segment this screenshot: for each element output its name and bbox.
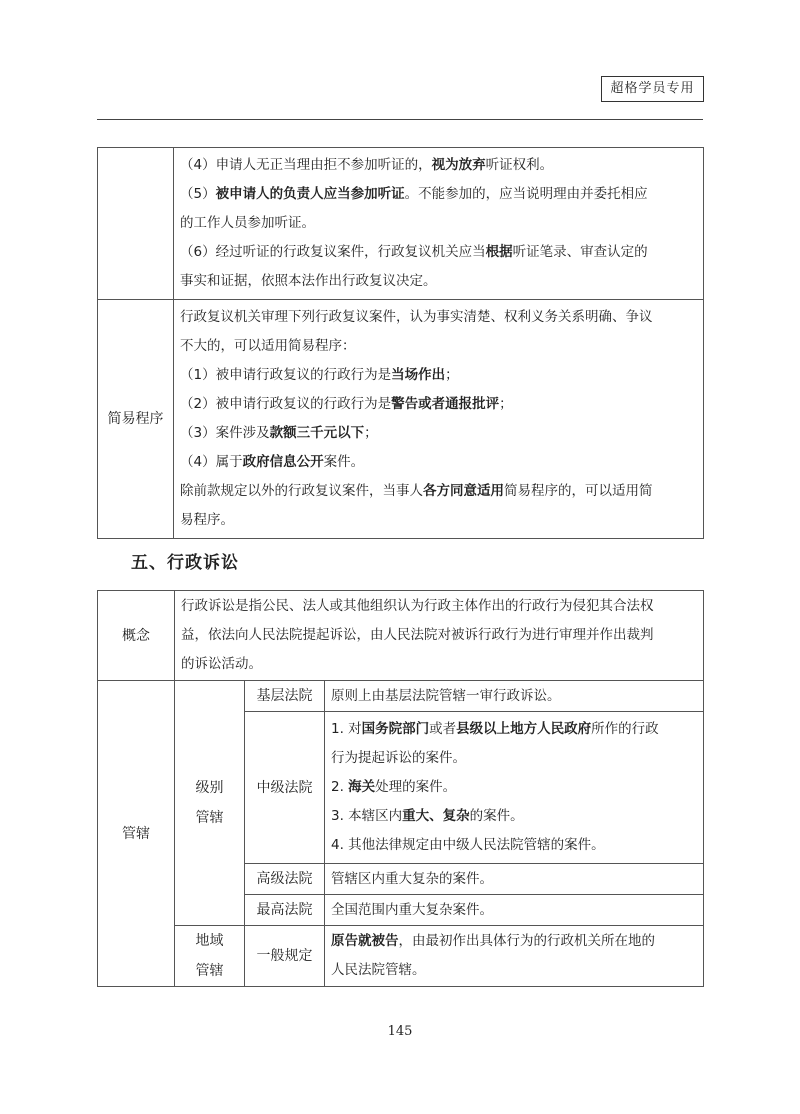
- text-line: 的工作人员参加听证。: [180, 215, 315, 231]
- text-line: 行为提起诉讼的案件。: [331, 750, 466, 766]
- rich-block: [331, 927, 697, 985]
- text-line: （5）被申请人的负责人应当参加听证。不能参加的，应当说明理由并委托相应: [180, 186, 648, 202]
- supreme-court-label: 最高法院: [245, 895, 325, 926]
- bold-emphasis: 当场作出: [391, 367, 446, 383]
- text-line: 原告就被告，由最初作出具体行为的行政机关所在地的: [331, 933, 655, 949]
- page-number: 145: [387, 1024, 413, 1039]
- text-line: 人民法院管辖。: [331, 962, 426, 978]
- section-title: 五、行政诉讼: [131, 553, 239, 573]
- text-line: 行政诉讼是指公民、法人或其他组织认为行政主体作出的行政行为侵犯其合法权: [181, 598, 654, 614]
- bold-emphasis: 重大、复杂: [402, 808, 470, 824]
- text-line: （3）案件涉及款额三千元以下；: [180, 425, 378, 441]
- bold-emphasis: 各方同意适用: [423, 483, 504, 499]
- bold-emphasis: 原告就被告: [331, 933, 399, 949]
- bold-emphasis: 视为放弃: [431, 157, 486, 173]
- territorial-label-line-2: 管辖: [195, 963, 224, 979]
- text-line: 易程序。: [180, 512, 234, 528]
- bold-emphasis: 政府信息公开: [242, 454, 324, 470]
- bold-emphasis: 国务院部门: [361, 721, 430, 737]
- intermediate-court-label: 中级法院: [245, 712, 325, 864]
- text-line: 益，依法向人民法院提起诉讼，由人民法院对被诉行政行为进行审理并作出裁判: [181, 627, 654, 643]
- basic-court-content: [325, 681, 704, 712]
- rich-block: [331, 682, 697, 711]
- text-line: （6）经过听证的行政复议案件，行政复议机关应当根据听证笔录、审查认定的: [180, 244, 648, 260]
- text-line: 1. 对国务院部门或者县级以上地方人民政府所作的行政: [331, 721, 659, 737]
- text-line: （2）被申请行政复议的行政行为是警告或者通报批评；: [180, 396, 513, 412]
- text-line: 原则上由基层法院管辖一审行政诉讼。: [331, 687, 561, 704]
- text-line: 全国范围内重大复杂案件。: [331, 901, 493, 918]
- bold-emphasis: 海关: [348, 779, 376, 795]
- text-line: 事实和证据，依照本法作出行政复议决定。: [180, 273, 437, 289]
- bold-emphasis: 被申请人的负责人应当参加听证: [215, 186, 405, 202]
- bold-emphasis: 根据: [485, 244, 513, 260]
- bold-emphasis: 县级以上地方人民政府: [456, 721, 592, 737]
- hearing-label-cell: [98, 148, 174, 300]
- intermediate-court-content: [325, 712, 704, 864]
- rich-block: [180, 151, 697, 296]
- text-line: （4）属于政府信息公开案件。: [180, 454, 365, 470]
- summary-procedure-label: 简易程序: [98, 300, 174, 539]
- rich-block: [181, 592, 697, 679]
- general-rule-content: [325, 926, 704, 987]
- text-line: 2. 海关处理的案件。: [331, 779, 457, 795]
- review-table: [97, 147, 704, 539]
- bold-emphasis: 警告或者通报批评: [391, 396, 500, 412]
- hearing-content: [174, 148, 704, 300]
- header-rule: [97, 119, 703, 120]
- text-line: 3. 本辖区内重大、复杂的案件。: [331, 808, 524, 824]
- level-jurisdiction-label: [175, 681, 245, 926]
- territorial-label-line-1: 地域: [195, 933, 224, 949]
- concept-label: 概念: [98, 591, 175, 681]
- rich-block: [331, 715, 697, 860]
- territorial-jurisdiction-label: [175, 926, 245, 987]
- watermark-badge: 超格学员专用: [601, 76, 704, 102]
- rich-block: [331, 896, 697, 925]
- text-line: （4）申请人无正当理由拒不参加听证的，视为放弃听证权利。: [180, 157, 554, 173]
- concept-content: [175, 591, 704, 681]
- jurisdiction-label: 管辖: [98, 681, 175, 987]
- level-label-line-2: 管辖: [195, 810, 224, 826]
- text-line: 除前款规定以外的行政复议案件，当事人各方同意适用简易程序的，可以适用简: [180, 483, 653, 499]
- text-line: 不大的，可以适用简易程序：: [180, 338, 356, 354]
- text-line: 的诉讼活动。: [181, 656, 262, 672]
- rich-block: [180, 303, 697, 535]
- text-line: （1）被申请行政复议的行政行为是当场作出；: [180, 367, 459, 383]
- general-rule-label: 一般规定: [245, 926, 325, 987]
- supreme-court-content: [325, 895, 704, 926]
- text-line: 管辖区内重大复杂的案件。: [331, 870, 493, 887]
- high-court-content: [325, 864, 704, 895]
- rich-block: [331, 865, 697, 894]
- text-line: 4. 其他法律规定由中级人民法院管辖的案件。: [331, 837, 605, 853]
- high-court-label: 高级法院: [245, 864, 325, 895]
- level-label-line-1: 级别: [195, 780, 224, 796]
- bold-emphasis: 款额三千元以下: [269, 425, 365, 441]
- summary-procedure-content: [174, 300, 704, 539]
- text-line: 行政复议机关审理下列行政复议案件，认为事实清楚、权利义务关系明确、争议: [180, 309, 653, 325]
- litigation-table: [97, 590, 704, 987]
- basic-court-label: 基层法院: [245, 681, 325, 712]
